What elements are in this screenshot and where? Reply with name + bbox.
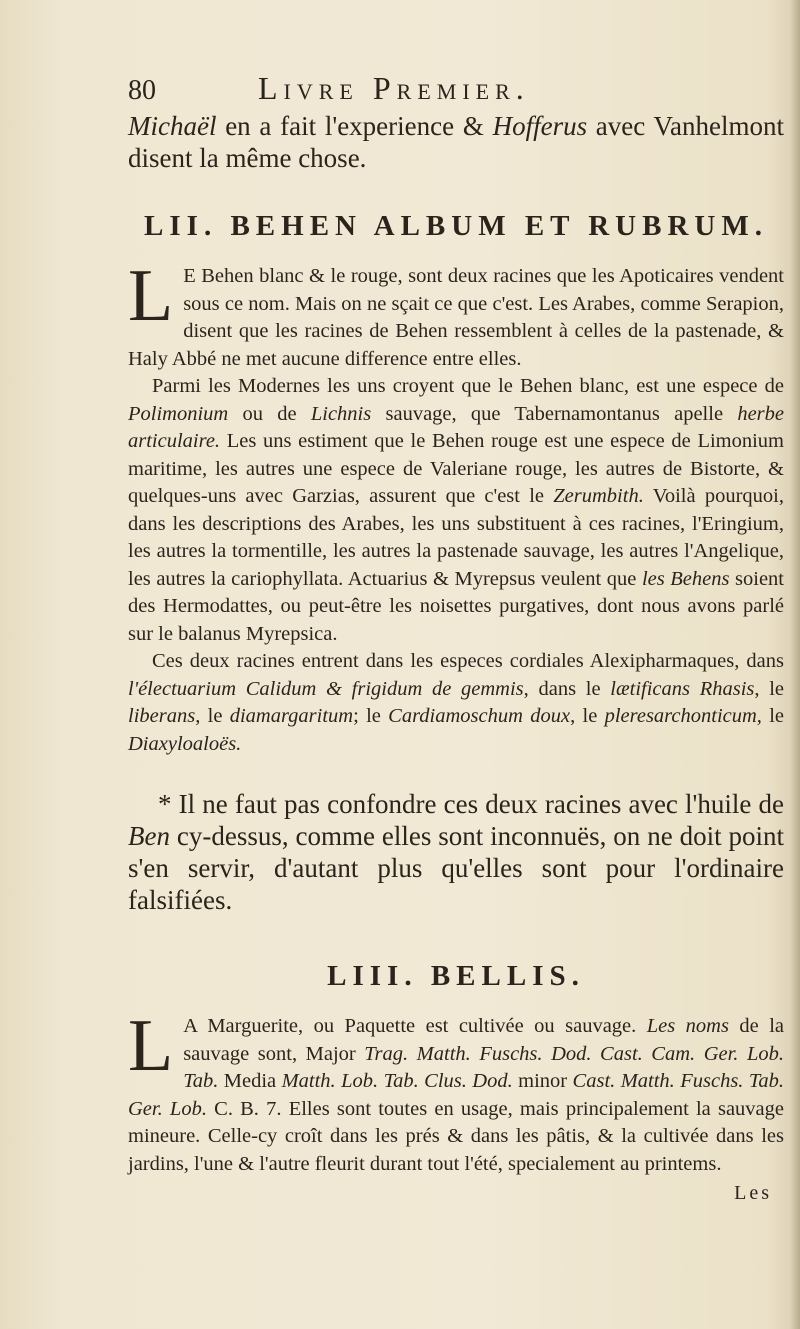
page-number: 80 [128,75,156,106]
behen-paragraph-1: L E Behen blanc & le rouge, sont deux racines que les Apoticaires vendent sous ce nom. Mais on ne sçait ce que c'est. Les Arabes, comme Serapion, disent que les racines de Behen ressemblent à celles de la pastenade, & Haly Abbé ne met aucune difference entre elles. [128,255,784,370]
behen-paragraph-3: Ces deux racines entrent dans les especes cordiales Alexipharmaques, dans l'électuarium Calidum & frigidum de gemmis, dans le lætificans Rhasis, le liberans, le diamargaritum; le Cardiamoschum doux, le pleresarchonticum, le Diaxyloaloës. [128,650,785,755]
note-paragraph: * Il ne faut pas confondre ces deux racines avec l'huile de Ben cy-dessus, comme elles sont inconnuës, on ne doit point s'en servir, d'autant plus qu'elles sont pour l'ordinaire falsifiées. [128,789,784,915]
name-hofferus: Hofferus [492,111,588,141]
page-content [128,70,784,1205]
section-title-bellis: LIII. BELLIS. [327,960,585,992]
page-header [128,70,784,110]
catchword: Les [734,1182,772,1204]
bellis-paragraph-1: L A Marguerite, ou Paquette est cultivée ou sauvage. Les noms de la sauvage sont, Major Trag. Matth. Fuschs. Dod. Cast. Cam. Ger. Lob. Tab. Media Matth. Lob. Tab. Clus. Dod. minor Cast. Matth. Fuschs. Tab. Ger. Lob. C. B. 7. Elles sont toutes en usage, mais principalement la sauvage mineure. Celle-cy croît dans les prés & dans les pâtis, & la cultivée dans les jardins, l'une & l'autre fleurit durant tout l'été, specialement au printems. [128,1005,785,1175]
section-title-behen: LII. BEHEN ALBUM ET RUBRUM. [144,210,768,242]
running-head: Livre Premier. [258,70,530,106]
dropcap-l: L [128,1005,174,1087]
dropcap-l: L [128,255,174,337]
behen-paragraph-2: Parmi les Modernes les uns croyent que le Behen blanc, est une espece de Polimonium ou de Lichnis sauvage, que Tabernamontanus apelle herbe articulaire. Les uns estiment que le Behen rouge est une espece de Limonium maritime, les autres une espece de Valeriane rouge, les autres de Bistorte, & quelques-uns avec Garzias, assurent que c'est le Zerumbith. Voilà pourquoi, dans les descriptions des Arabes, les uns substituent à ces racines, l'Eringium, les autres la tormentille, les autres la pastenade sauvage, les autres l'Angelique, les autres la cariophyllata. Actuarius & Myrepsus veulent que les Behens soient des Hermodattes, ou peut-être les noisettes purgatives, dont nous avons parlé sur le balanus Myrepsica. [128,375,785,645]
name-michael: Michaël [128,111,217,141]
page-edge-shadow [790,0,800,1329]
intro-paragraph: Michaël en a fait l'experience & Hofferus avec Vanhelmont disent la même chose. [128,111,784,173]
